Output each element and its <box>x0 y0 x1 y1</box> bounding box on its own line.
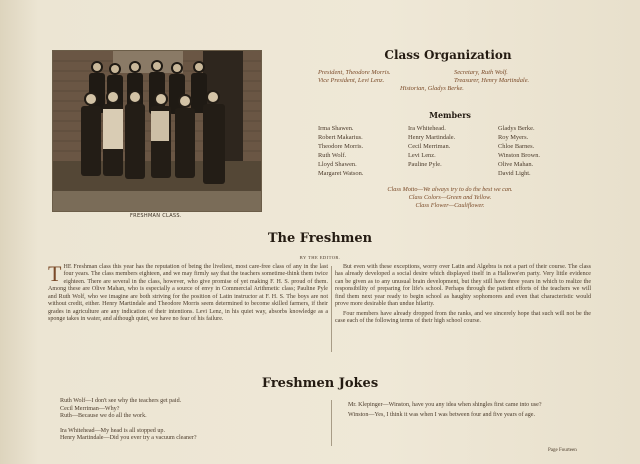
officers-list <box>318 69 558 93</box>
column-divider <box>331 266 332 352</box>
member-name: Pauline Pyle. <box>408 160 442 168</box>
article-column-right <box>335 264 591 328</box>
jokes-left <box>60 398 320 443</box>
article-column-left <box>48 261 328 326</box>
drop-cap: T <box>48 261 62 286</box>
joke-line: Ira Whitehead—My head is all stopped up. <box>60 427 165 434</box>
member-name: Robert Makarius. <box>318 133 363 141</box>
jokes-heading: Freshmen Jokes <box>261 376 379 391</box>
members-column-3 <box>498 125 540 178</box>
joke-paragraph: Mr. Klepinger—Winston, have you any idea when shingles first came into use? <box>348 402 542 408</box>
member-name: Lloyd Shawen. <box>318 160 357 168</box>
page-number: Page Fourteen <box>548 448 577 453</box>
column-divider <box>331 400 332 446</box>
joke-line: Ruth Wolf—I don't see why the teachers get paid. <box>60 398 182 404</box>
member-name: Gladys Berke. <box>498 125 535 132</box>
member-name: Levi Lenz. <box>408 151 436 159</box>
freshmen-heading: The Freshmen <box>267 231 373 246</box>
member-name: Henry Martindale. <box>408 133 456 141</box>
officer-treasurer: Treasurer, Henry Martindale. <box>454 77 530 84</box>
members-column-1 <box>318 125 363 178</box>
member-name: Cecil Merriman. <box>408 142 451 150</box>
article-paragraph: HE Freshman class this year has the reputation of being the liveliest, most care-free class of any in the last four years. The class members eighteen, and we may firmly say that the teachers sometime-think them twice eighteen. There are several in the class, however, who give promise of yet making F. H. S. proud of them. Among these are Olive Mahan, who is especially a source of envy in Commercial Arithmetic class; Pauline Pyle and Ruth Wolf, who we imagine are both striving for the position of Latin instructor at F. H. S. The boys are not without credit, either. Henry Martindale and Theodore Morris seem determined to become skilled farmers, if their grades in agriculture are any indication of their intentions. Levi Lenz, in his quiet way, absorbs knowledge as a sponge takes in water, and although quiet, we have no fear of his failure. <box>48 264 328 323</box>
officer-historian: Historian, Gladys Berke. <box>400 85 464 92</box>
member-name: Irma Shawen. <box>318 125 354 132</box>
member-name: Theodore Morris. <box>318 142 364 150</box>
byline: BY THE EDITOR. <box>299 255 341 260</box>
class-organization-heading: Class Organization <box>384 48 512 62</box>
joke-line: Cecil Merriman—Why? <box>60 405 120 412</box>
photo-caption: FRESHMAN CLASS. <box>130 213 182 219</box>
class-colors: Class Colors—Green and Yellow. <box>408 194 492 202</box>
member-name: Winston Brown. <box>498 151 540 159</box>
joke-line: Ruth—Because we do all the work. <box>60 413 147 420</box>
member-name: Ruth Wolf. <box>318 151 347 159</box>
article-paragraph: Four members have already dropped from the ranks, and we sincerely hope that such will not be the case each of the following terms of their high school course. <box>335 310 591 325</box>
joke-paragraph: Winston—Yes, I think it was when I was between four and five years of age. <box>348 411 535 418</box>
member-name: Chloe Barnes. <box>498 142 535 150</box>
member-name: David Light. <box>498 169 531 177</box>
member-name: Roy Myers. <box>498 133 529 141</box>
class-flower: Class Flower—Cauliflower. <box>415 202 485 210</box>
member-name: Olive Mahan. <box>498 160 534 168</box>
freshman-class-photo <box>52 50 262 212</box>
member-name: Margaret Watson. <box>318 169 364 177</box>
joke-gap <box>60 421 320 428</box>
class-motto-block <box>340 186 560 211</box>
member-name: Ira Whitehead. <box>408 125 446 132</box>
officer-secretary: Secretary, Ruth Wolf. <box>454 69 508 76</box>
officer-president: President, Theodore Morris. <box>318 69 391 76</box>
class-motto: Class Motto—We always try to do the best we can. <box>387 186 513 193</box>
members-heading: Members <box>429 110 471 120</box>
article-paragraph: But even with these exceptions, worry over Latin and Algebra is not a part of their course. The class has already developed a social desire which displayed itself in a Hallowe'en party. Very little evidence can be given as to any unusual brain development, but they still have three years in which to realize the responsibility of preparing for life's school. Perhaps through the patient efforts of the teachers we will find them next year ready to begin school as haughty sophomores and even that characteristic would prove more desirable than undue hilarity. <box>335 264 591 308</box>
joke-line: Henry Martindale—Did you ever try a vacuum cleaner? <box>60 435 197 442</box>
jokes-right <box>336 402 592 421</box>
members-column-2 <box>408 125 455 170</box>
officer-vice-president: Vice President, Levi Lenz. <box>318 77 385 84</box>
